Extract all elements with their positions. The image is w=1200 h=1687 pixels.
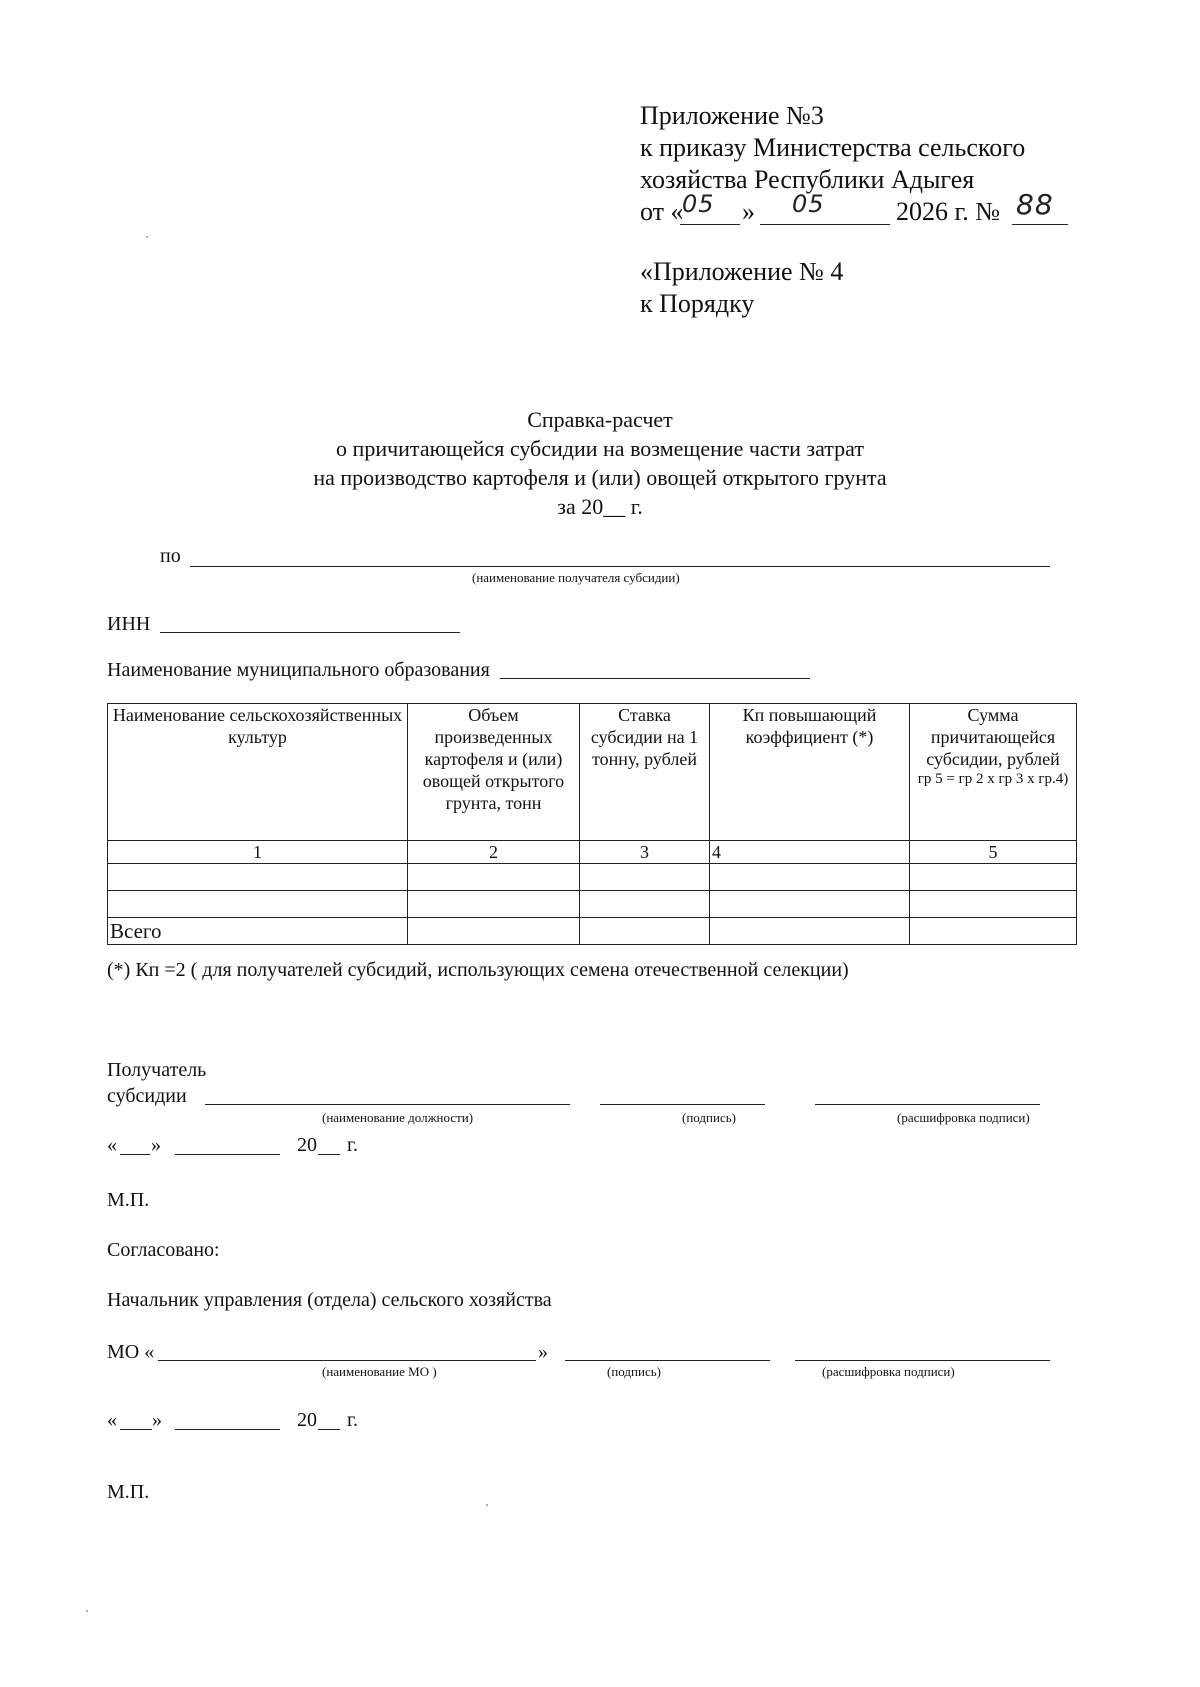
agreed-date-close-quote: » xyxy=(152,1409,162,1431)
date-year-suffix: г. xyxy=(347,1134,358,1156)
table-cell[interactable] xyxy=(710,918,910,945)
header-coefficient: Кп повышающий коэффициент (*) xyxy=(710,704,910,841)
day-underline xyxy=(680,224,740,225)
year-and-number-label: 2026 г. № xyxy=(896,197,1001,226)
date-close-quote: » xyxy=(151,1134,161,1156)
signature-field[interactable] xyxy=(600,1104,765,1105)
recipient-label-2: субсидии xyxy=(107,1085,187,1107)
po-label: по xyxy=(160,545,181,567)
table-row xyxy=(108,891,1077,918)
ministry-name: хозяйства Республики Адыгея xyxy=(640,165,975,194)
appendix4-header xyxy=(640,256,843,320)
title-line-1: Справка-расчет xyxy=(527,407,673,432)
number-underline xyxy=(1012,224,1068,225)
mo-name-caption: (наименование МО ) xyxy=(322,1364,437,1379)
subsidy-table xyxy=(107,703,1077,945)
col-number-2: 2 xyxy=(408,841,580,864)
date-month-field[interactable] xyxy=(175,1154,280,1155)
header-crops: Наименование сельскохозяйственных культур xyxy=(108,704,408,841)
date-open-quote: « xyxy=(107,1134,117,1156)
position-caption: (наименование должности) xyxy=(322,1110,474,1125)
table-cell[interactable] xyxy=(108,864,408,891)
agreed-date-open-quote: « xyxy=(107,1409,117,1431)
appendix-header xyxy=(640,100,1025,196)
table-cell[interactable] xyxy=(910,864,1077,891)
agreed-date-year-prefix: 20 xyxy=(297,1409,317,1431)
table-row xyxy=(108,864,1077,891)
header-sum xyxy=(910,704,1077,841)
appendix4-label: «Приложение № 4 xyxy=(640,257,844,286)
mo-label: МО « xyxy=(107,1341,155,1363)
table-cell[interactable] xyxy=(108,891,408,918)
table-cell[interactable] xyxy=(580,864,710,891)
mo-name-field[interactable] xyxy=(158,1360,536,1361)
col-number-3: 3 xyxy=(580,841,710,864)
date-quote-close: » xyxy=(742,197,755,226)
stamp-place: М.П. xyxy=(107,1189,150,1211)
table-cell[interactable] xyxy=(710,891,910,918)
agreed-decode-field[interactable] xyxy=(795,1360,1050,1361)
agreed-date-year-suffix: г. xyxy=(347,1409,358,1431)
number-handwritten: 88 xyxy=(1016,188,1054,221)
footnote: (*) Кп =2 ( для получателей субсидий, использующих семена отечественной селекции) xyxy=(107,959,849,981)
col-number-5: 5 xyxy=(910,841,1077,864)
table-header-row xyxy=(108,704,1077,841)
day-handwritten: 05 xyxy=(682,190,715,218)
header-volume: Объем произведенных картофеля и (или) овощей открытого грунта, тонн xyxy=(408,704,580,841)
scan-speck xyxy=(146,236,148,238)
inn-label: ИНН xyxy=(107,613,151,635)
month-handwritten: 05 xyxy=(792,190,825,218)
decode-caption: (расшифровка подписи) xyxy=(897,1110,1030,1125)
municipal-label: Наименование муниципального образования xyxy=(107,659,490,681)
agreed-date-year-field[interactable] xyxy=(318,1429,340,1430)
recipient-name-field[interactable] xyxy=(190,566,1050,567)
scan-speck xyxy=(86,1610,88,1612)
appendix-number: Приложение №3 xyxy=(640,101,824,130)
agreed-date-month-field[interactable] xyxy=(175,1429,280,1430)
title-line-2: о причитающейся субсидии на возмещение части затрат xyxy=(336,436,864,461)
col-number-1: 1 xyxy=(108,841,408,864)
date-year-prefix: 20 xyxy=(297,1134,317,1156)
agriculture-head-label: Начальник управления (отдела) сельского хозяйства xyxy=(107,1289,552,1311)
table-cell[interactable] xyxy=(910,891,1077,918)
agreed-signature-caption: (подпись) xyxy=(607,1364,661,1379)
table-cell[interactable] xyxy=(710,864,910,891)
municipal-field[interactable] xyxy=(500,678,810,679)
signature-decode-field[interactable] xyxy=(815,1104,1040,1105)
total-label: Всего xyxy=(108,918,408,945)
inn-field[interactable] xyxy=(160,632,460,633)
document-title xyxy=(0,405,1200,521)
month-underline xyxy=(760,224,890,225)
agreed-signature-field[interactable] xyxy=(565,1360,770,1361)
scan-speck xyxy=(486,1504,488,1506)
order-reference: к приказу Министерства сельского xyxy=(640,133,1026,162)
date-prefix: от « xyxy=(640,197,684,226)
agreed-decode-caption: (расшифровка подписи) xyxy=(822,1364,955,1379)
table-cell[interactable] xyxy=(580,918,710,945)
table-cell[interactable] xyxy=(408,891,580,918)
table-number-row xyxy=(108,841,1077,864)
signature-caption: (подпись) xyxy=(682,1110,736,1125)
recipient-name-caption: (наименование получателя субсидии) xyxy=(472,570,680,585)
mo-close-quote: » xyxy=(538,1341,548,1363)
title-line-4: за 20__ г. xyxy=(557,494,643,519)
table-cell[interactable] xyxy=(408,918,580,945)
header-rate: Ставка субсидии на 1 тонну, рублей xyxy=(580,704,710,841)
table-cell[interactable] xyxy=(910,918,1077,945)
title-line-3: на производство картофеля и (или) овощей открытого грунта xyxy=(313,465,887,490)
table-cell[interactable] xyxy=(408,864,580,891)
agreed-label: Согласовано: xyxy=(107,1239,220,1261)
procedure-label: к Порядку xyxy=(640,289,755,318)
recipient-label-1: Получатель xyxy=(107,1059,207,1081)
date-day-field[interactable] xyxy=(120,1154,150,1155)
position-field[interactable] xyxy=(205,1104,570,1105)
agreed-date-day-field[interactable] xyxy=(120,1429,152,1430)
table-cell[interactable] xyxy=(580,891,710,918)
agreed-stamp-place: М.П. xyxy=(107,1481,150,1503)
col-number-4: 4 xyxy=(710,841,910,864)
table-total-row xyxy=(108,918,1077,945)
date-year-field[interactable] xyxy=(318,1154,340,1155)
header-sum-formula: гр 5 = гр 2 х гр 3 х гр.4) xyxy=(917,771,1069,787)
header-sum-label: Сумма причитающейся субсидии, рублей xyxy=(926,705,1060,769)
